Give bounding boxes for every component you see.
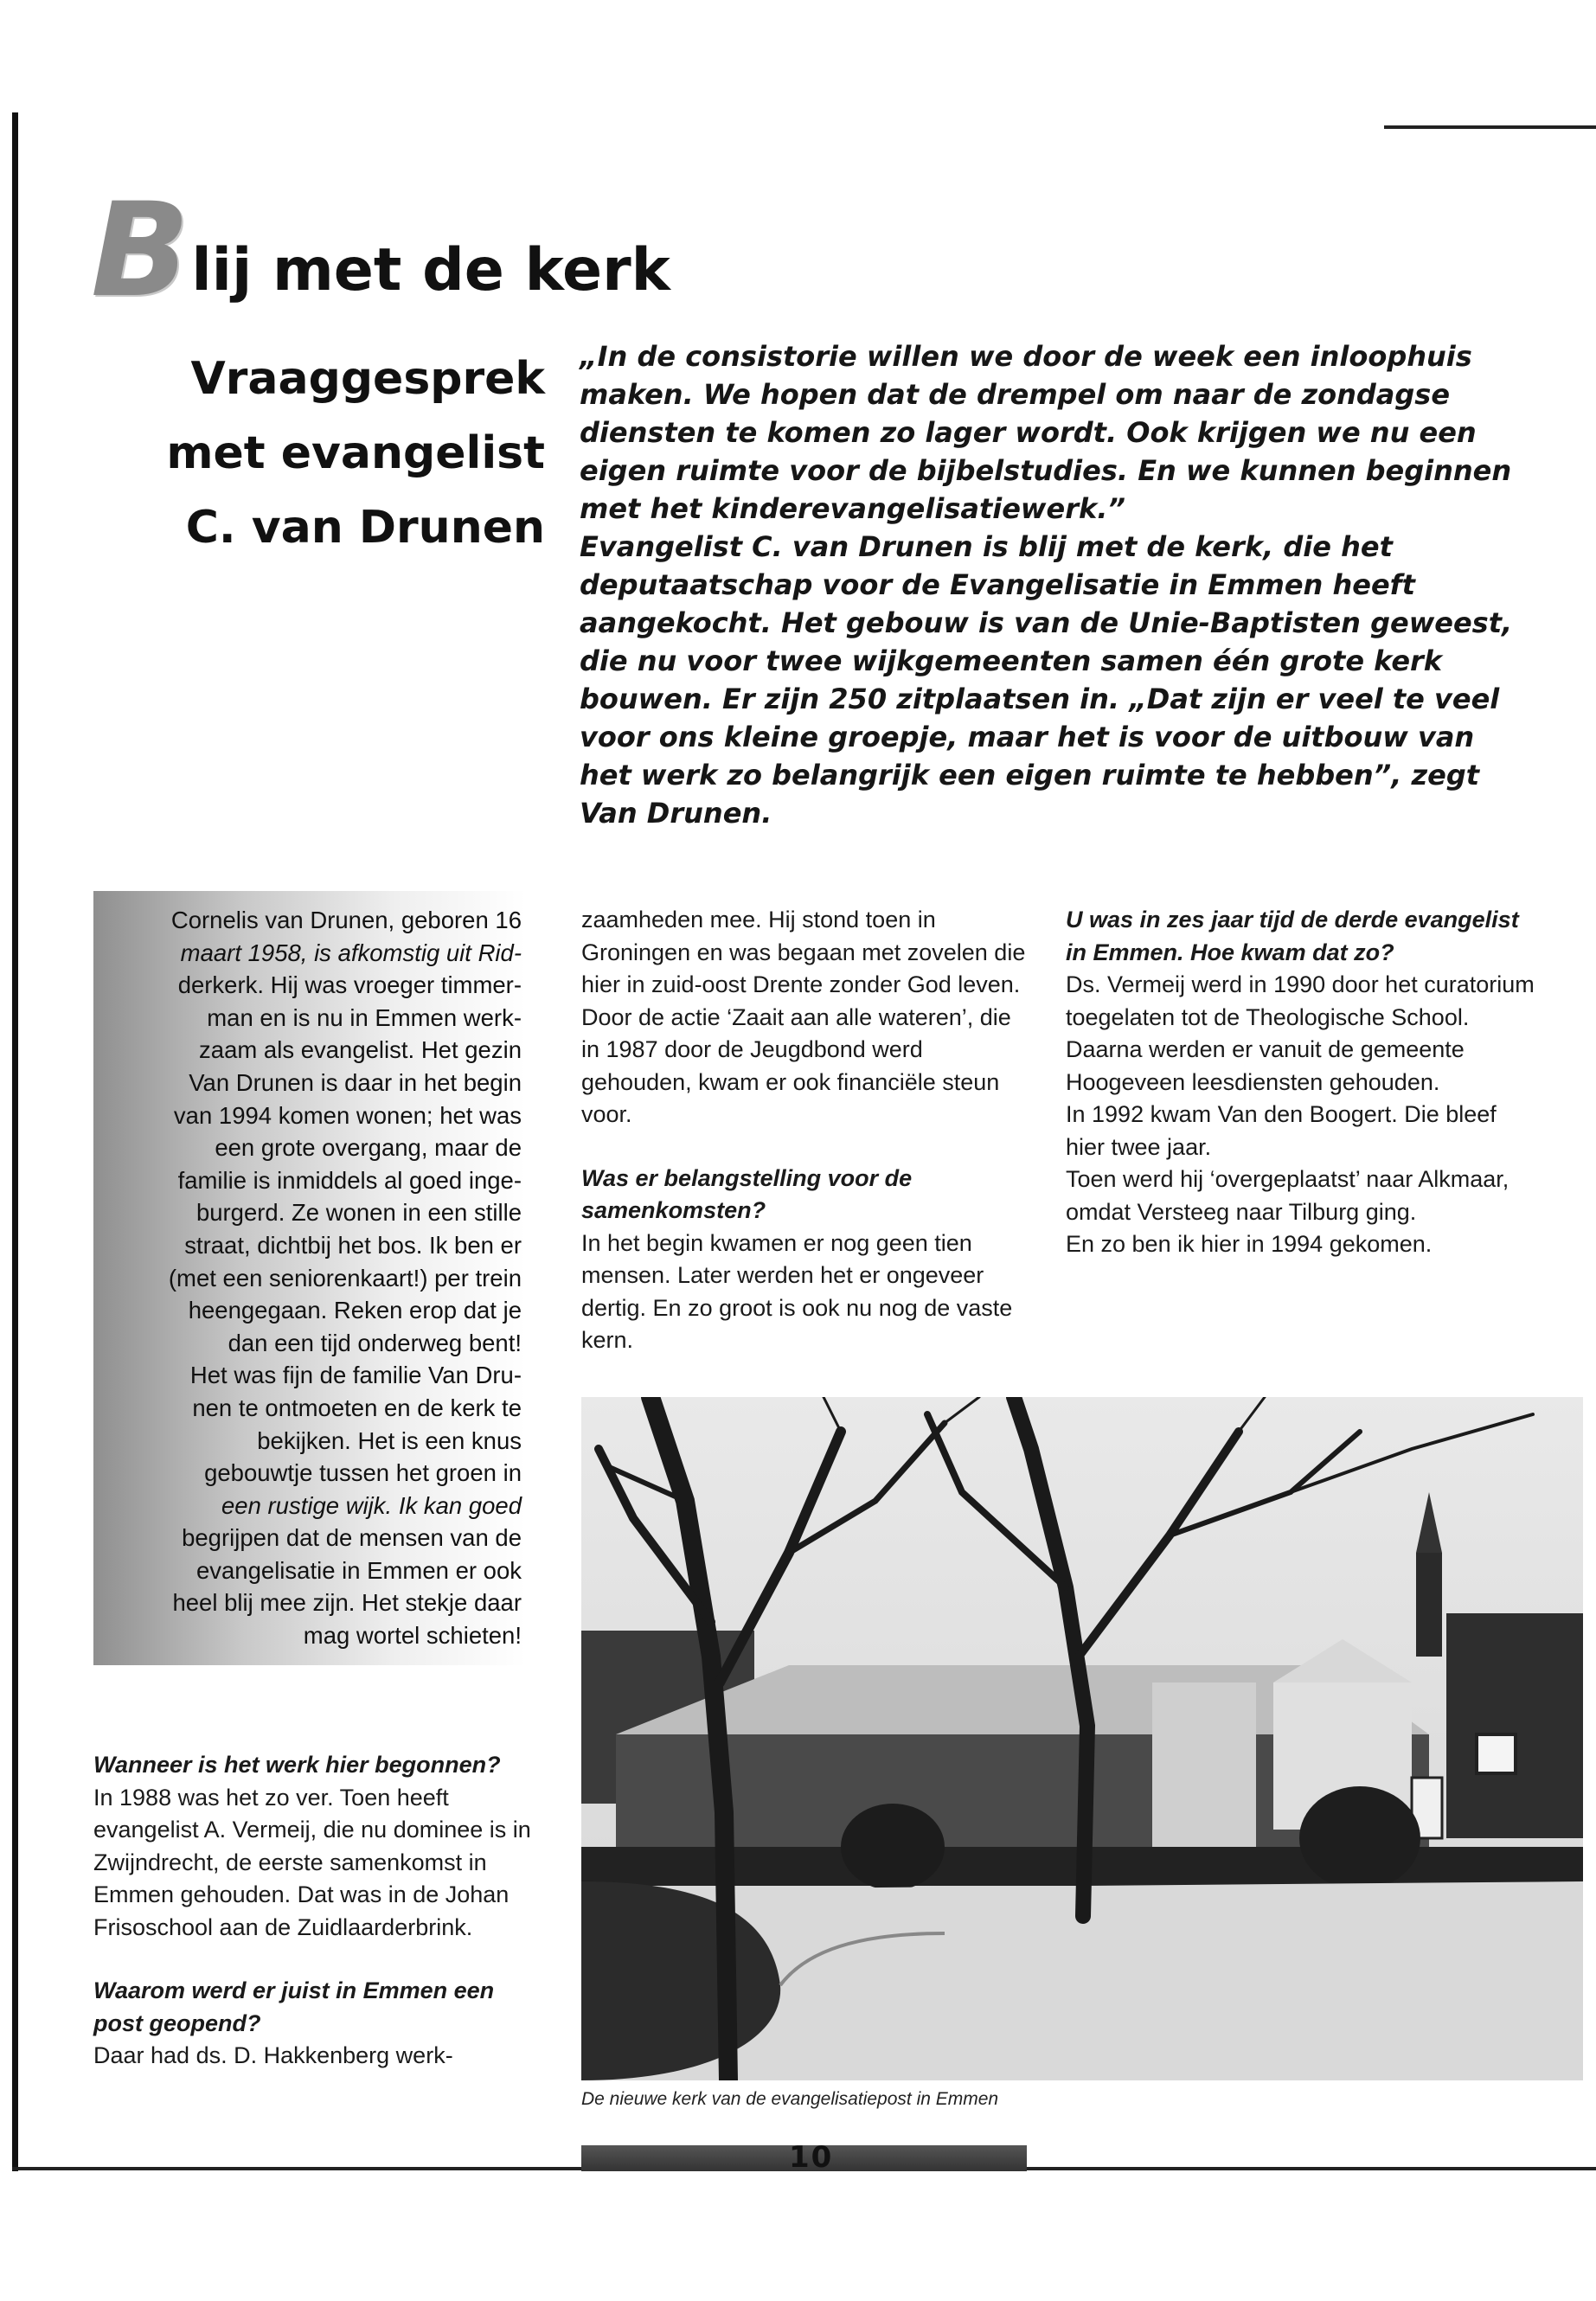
column-3 — [1066, 904, 1542, 1261]
sidebar-line: heel blij mee zijn. Het stekje daar — [172, 1589, 522, 1617]
answer: En zo ben ik hier in 1994 gekomen. — [1066, 1231, 1433, 1257]
subtitle-line: met evangelist — [166, 427, 545, 479]
sidebar-line: gebouwtje tussen het groen in — [204, 1459, 522, 1487]
intro-quote: „In de consistorie willen we door de week een inloophuis maken. We hopen dat de drempel om naar de zondagse diensten te komen zo lager wordt. Ook krijgen we nu een eigen ruimte voor de bijbelstudies. En we kunnen beginnen met het kinderevangelisatiewerk.” — [580, 340, 1512, 525]
answer: In 1992 kwam Van den Boogert. Die bleef hier twee jaar. — [1066, 1101, 1497, 1160]
church-photo — [581, 1397, 1583, 2080]
sidebar-line: mag wortel schieten! — [303, 1622, 522, 1650]
column-2 — [581, 904, 1031, 1357]
sidebar-line: derkerk. Hij was vroeger timmer- — [177, 971, 522, 999]
intro-paragraph: Evangelist C. van Drunen is blij met de kerk, die het deputaatschap voor de Evangelisatie in Emmen heeft aangekocht. Het gebouw is van de Unie-Baptisten geweest, die nu voor twee wijkgemeenten samen één grote kerk bouwen. Er zijn 250 zitplaatsen in. „Dat zijn er veel te veel voor ons kleine groepje, maar het is voor de uitbouw van het werk zo belangrijk een eigen ruimte te hebben”, zegt Van Drunen. — [580, 530, 1513, 830]
sidebar-line: bekijken. Het is een knus — [257, 1426, 522, 1454]
sidebar-line: maart 1958, is afkomstig uit Rid- — [180, 939, 522, 966]
answer: Toen werd hij ‘overgeplaatst’ naar Alkmaar, omdat Versteeg naar Tilburg ging. — [1066, 1166, 1509, 1225]
sidebar-line: Het was fijn de familie Van Dru- — [189, 1362, 522, 1389]
answer: Daar had ds. D. Hakkenberg werk- — [93, 2042, 453, 2068]
sidebar-line: man en is nu in Emmen werk- — [207, 1003, 522, 1031]
sidebar-line: nen te ontmoeten en de kerk te — [192, 1394, 522, 1421]
question: Wanneer is het werk hier begonnen? — [93, 1752, 501, 1778]
title-text: lij met de kerk — [191, 236, 670, 304]
sidebar-line: evangelisatie in Emmen er ook — [195, 1556, 522, 1584]
left-margin-rule — [12, 112, 18, 2171]
article-subtitle — [164, 342, 545, 565]
sidebar-line: een grote overgang, maar de — [215, 1134, 522, 1162]
sidebar-line: dan een tijd onderweg bent! — [228, 1329, 522, 1356]
church-photo-illustration — [581, 1397, 1583, 2080]
subtitle-line: C. van Drunen — [185, 502, 545, 554]
question: Waarom werd er juist in Emmen een post geopend? — [93, 1977, 495, 2036]
page-number-bar — [581, 2145, 1027, 2171]
article-title — [91, 176, 670, 326]
photo-caption: De nieuwe kerk van de evangelisatiepost in Emmen — [581, 2089, 999, 2109]
sidebar-line: zaam als evangelist. Het gezin — [199, 1036, 522, 1064]
sidebar-line: Cornelis van Drunen, geboren 16 — [170, 907, 522, 933]
top-right-rule — [1384, 125, 1596, 129]
sidebar-line: een rustige wijk. Ik kan goed — [221, 1491, 522, 1519]
sidebar-line: Van Drunen is daar in het begin — [189, 1068, 522, 1096]
question: Was er belangstelling voor de samenkomsten? — [581, 1164, 913, 1223]
sidebar-text — [93, 904, 522, 1652]
sidebar-line: begrijpen dat de mensen van de — [182, 1524, 522, 1552]
sidebar-line: heengegaan. Reken erop dat je — [188, 1297, 522, 1324]
subtitle-line: Vraaggesprek — [190, 353, 545, 405]
column-1 — [93, 1749, 543, 2073]
sidebar-line: (met een seniorenkaart!) per trein — [168, 1264, 522, 1292]
answer: zaamheden mee. Hij stond toen in Groningen en was begaan met zovelen die hier in zuid-oost Drente zonder God leven. Door de actie ‘Zaait aan alle wateren’, die in 1987 door de Jeugdbond werd gehouden, kwam er ook financiële steun voor. — [581, 907, 1026, 1127]
answer: Daarna werden er vanuit de gemeente Hoogeveen leesdiensten gehouden. — [1066, 1036, 1465, 1095]
sidebar-line: familie is inmiddels al goed inge- — [177, 1166, 522, 1194]
sidebar-line: straat, dichtbij het bos. Ik ben er — [184, 1231, 522, 1259]
question: U was in zes jaar tijd de derde evangelist in Emmen. Hoe kwam dat zo? — [1066, 907, 1519, 965]
article-intro — [580, 337, 1522, 832]
title-drop-cap: B — [91, 176, 190, 326]
sidebar-line: burgerd. Ze wonen in een stille — [195, 1199, 522, 1227]
answer: In 1988 was het zo ver. Toen heeft evangelist A. Vermeij, die nu dominee is in Zwijndrecht, de eerste samenkomst in Emmen gehouden. Dat was in de Johan Frisoschool aan de Zuidlaarderbrink. — [93, 1784, 531, 1940]
page-number: 10 — [789, 2145, 834, 2171]
answer: Ds. Vermeij werd in 1990 door het curatorium toegelaten tot de Theologische School. — [1066, 971, 1535, 1030]
answer: In het begin kwamen er nog geen tien mensen. Later werden het er ongeveer dertig. En zo groot is ook nu nog de vaste kern. — [581, 1229, 1013, 1353]
sidebar-line: van 1994 komen wonen; het was — [173, 1101, 522, 1129]
